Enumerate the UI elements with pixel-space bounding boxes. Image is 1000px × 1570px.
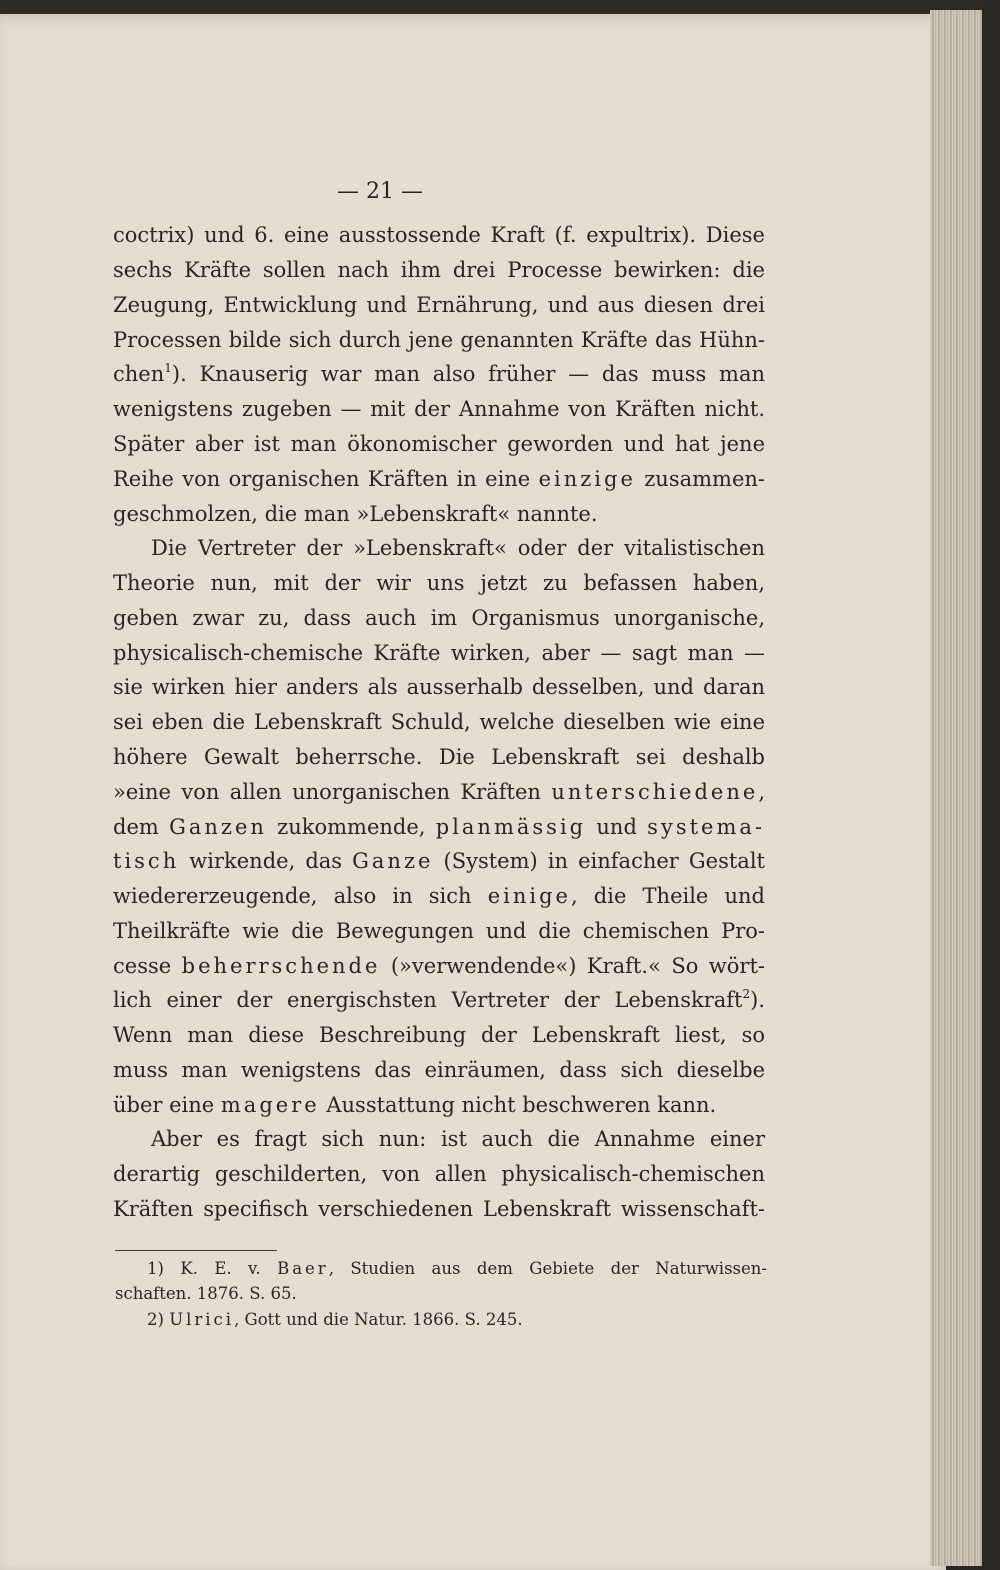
spaced-emphasis: beherrschende <box>181 954 381 978</box>
text-run: 2) <box>147 1310 170 1329</box>
text-run: »eine von allen unorganischen Kräften <box>113 780 552 804</box>
text-line <box>113 638 765 668</box>
text-run: Wenn man diese Beschreibung der Lebenskraft liest, so <box>113 1023 765 1047</box>
text-run: (System) in einfacher Gestalt <box>433 849 765 873</box>
text-run: sei eben die Lebenskraft Schuld, welche dieselben wie eine <box>113 710 765 734</box>
text-run: , Studien aus dem Gebiete der Naturwissen- <box>328 1259 767 1278</box>
text-line <box>113 429 765 459</box>
text-line <box>113 846 765 876</box>
spaced-emphasis: tisch <box>113 849 180 873</box>
text-run: ). Knauserig war man also früher — das muss man <box>171 362 765 386</box>
footnote-ref: 2 <box>742 987 751 1001</box>
text-run: Ausstattung nicht beschweren kann. <box>319 1093 717 1117</box>
text-line <box>113 394 765 424</box>
spaced-emphasis: Ganzen <box>169 815 267 839</box>
text-run: wirkende, das <box>179 849 353 873</box>
text-run: , die Theile und <box>570 884 765 908</box>
footnote-ref: 1 <box>164 361 172 375</box>
text-run: (»verwendende«) Kraft.« So wört- <box>380 954 765 978</box>
text-run: schaften. 1876. S. 65. <box>115 1284 297 1303</box>
text-line <box>113 985 765 1015</box>
text-line <box>113 742 765 772</box>
text-line <box>113 812 765 842</box>
text-run: , <box>758 780 765 804</box>
text-line <box>113 916 765 946</box>
text-line <box>113 1090 765 1120</box>
text-run: coctrix) und 6. eine ausstossende Kraft (f. expultrix). Diese <box>113 223 765 247</box>
page-number: — 21 — <box>337 179 423 204</box>
text-run: geschmolzen, die man »Lebenskraft« nannte. <box>113 502 598 526</box>
text-run: Aber es fragt sich nun: ist auch die Annahme einer <box>151 1127 765 1151</box>
page-stack-edge <box>930 10 982 1566</box>
text-run: 1) K. E. v. <box>147 1259 278 1278</box>
text-run: lich einer der energischsten Vertreter der Lebenskraft <box>113 988 743 1012</box>
spaced-emphasis: unterschiedene <box>551 780 759 804</box>
text-run: Theilkräfte wie die Bewegungen und die chemischen Pro- <box>113 919 765 943</box>
text-run: muss man wenigstens das einräumen, dass sich dieselbe <box>113 1058 765 1082</box>
text-line <box>113 325 765 355</box>
text-run: geben zwar zu, dass auch im Organismus unorganische, <box>113 606 765 630</box>
text-line <box>113 777 765 807</box>
text-line <box>113 255 765 285</box>
text-line <box>113 707 765 737</box>
text-run: dem <box>113 815 170 839</box>
text-line <box>113 533 765 563</box>
spaced-emphasis: systema- <box>647 815 765 839</box>
footnote-line <box>115 1257 767 1281</box>
text-line <box>113 220 765 250</box>
text-line <box>113 1124 765 1154</box>
footnote-line <box>115 1308 767 1332</box>
text-line <box>113 881 765 911</box>
text-run: sie wirken hier anders als ausserhalb desselben, und daran <box>113 675 765 699</box>
text-run: Kräften specifisch verschiedenen Lebenskraft wissenschaft- <box>113 1197 765 1221</box>
scan-top-edge <box>0 0 1000 14</box>
text-run: und <box>586 815 648 839</box>
text-line <box>113 359 765 389</box>
text-line <box>113 499 765 529</box>
text-line <box>113 1194 765 1224</box>
text-line <box>113 1055 765 1085</box>
text-line <box>113 568 765 598</box>
spaced-emphasis: Ulrici <box>169 1310 235 1329</box>
text-run: sechs Kräfte sollen nach ihm drei Processe bewirken: die <box>113 258 765 282</box>
spaced-emphasis: Ganze <box>352 849 434 873</box>
text-run: höhere Gewalt beherrsche. Die Lebenskraft sei deshalb <box>113 745 765 769</box>
text-run: physicalisch-chemische Kräfte wirken, aber — sagt man — <box>113 641 765 665</box>
text-line <box>113 290 765 320</box>
text-run: zukommende, <box>266 815 436 839</box>
text-line <box>113 464 765 494</box>
text-run: Processen bilde sich durch jene genannten Kräfte das Hühn- <box>113 328 765 352</box>
text-run: ). <box>750 988 765 1012</box>
footnote-line <box>115 1282 767 1306</box>
text-run: wenigstens zugeben — mit der Annahme von Kräften nicht. <box>113 397 765 421</box>
book-cover-edge <box>982 0 1000 1570</box>
text-run: cesse <box>113 954 182 978</box>
text-run: derartig geschilderten, von allen physicalisch-chemischen <box>113 1162 765 1186</box>
text-run: Reihe von organischen Kräften in eine <box>113 467 539 491</box>
spaced-emphasis: einzige <box>538 467 636 491</box>
spaced-emphasis: einige <box>487 884 571 908</box>
text-run: , Gott und die Natur. 1866. S. 245. <box>234 1310 523 1329</box>
text-run: zusammen- <box>635 467 765 491</box>
text-line <box>113 1159 765 1189</box>
text-line <box>113 672 765 702</box>
text-run: Zeugung, Entwicklung und Ernährung, und aus diesen drei <box>113 293 765 317</box>
book-page <box>0 14 946 1570</box>
text-line <box>113 603 765 633</box>
text-run: chen <box>113 362 165 386</box>
text-run: wiedererzeugende, also in sich <box>113 884 488 908</box>
text-run: Theorie nun, mit der wir uns jetzt zu befassen haben, <box>113 571 765 595</box>
text-line <box>113 951 765 981</box>
text-run: Die Vertreter der »Lebenskraft« oder der vitalistischen <box>151 536 765 560</box>
text-run: Später aber ist man ökonomischer geworden und hat jene <box>113 432 765 456</box>
spaced-emphasis: Baer <box>277 1259 329 1278</box>
spaced-emphasis: magere <box>220 1093 320 1117</box>
footnote-rule <box>115 1250 277 1251</box>
text-run: über eine <box>113 1093 221 1117</box>
text-line <box>113 1020 765 1050</box>
spaced-emphasis: planmässig <box>435 815 587 839</box>
